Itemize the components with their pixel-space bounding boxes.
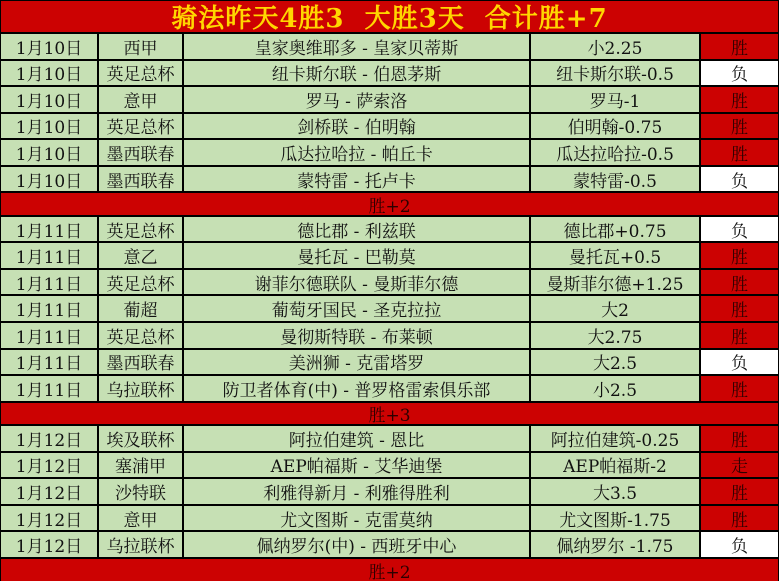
match-cell: 曼彻斯特联 - 布莱顿 bbox=[184, 323, 531, 348]
result-cell: 胜 bbox=[701, 479, 778, 504]
result-cell: 胜 bbox=[701, 426, 778, 451]
match-cell: 防卫者体育(中) - 普罗格雷索俱乐部 bbox=[184, 376, 531, 401]
match-cell: 谢菲尔德联队 - 曼斯菲尔德 bbox=[184, 270, 531, 295]
match-cell: 瓜达拉哈拉 - 帕丘卡 bbox=[184, 140, 531, 165]
date-cell: 1月10日 bbox=[1, 87, 99, 112]
pick-cell: 大3.5 bbox=[531, 479, 701, 504]
league-cell: 葡超 bbox=[99, 296, 184, 321]
table-row bbox=[1, 34, 778, 61]
league-cell: 英足总杯 bbox=[99, 61, 184, 86]
league-cell: 塞浦甲 bbox=[99, 453, 184, 478]
pick-cell: 佩纳罗尔 -1.75 bbox=[531, 532, 701, 557]
date-cell: 1月12日 bbox=[1, 506, 99, 531]
league-cell: 墨西联春 bbox=[99, 350, 184, 375]
league-cell: 埃及联杯 bbox=[99, 426, 184, 451]
date-cell: 1月10日 bbox=[1, 140, 99, 165]
league-cell: 墨西联春 bbox=[99, 140, 184, 165]
league-cell: 西甲 bbox=[99, 34, 184, 59]
result-cell: 胜 bbox=[701, 270, 778, 295]
pick-cell: 尤文图斯-1.75 bbox=[531, 506, 701, 531]
date-cell: 1月10日 bbox=[1, 61, 99, 86]
league-cell: 意甲 bbox=[99, 506, 184, 531]
date-cell: 1月10日 bbox=[1, 167, 99, 192]
result-cell: 负 bbox=[701, 350, 778, 375]
pick-cell: 小2.25 bbox=[531, 34, 701, 59]
table-row bbox=[1, 140, 778, 167]
date-cell: 1月11日 bbox=[1, 296, 99, 321]
pick-cell: 伯明翰-0.75 bbox=[531, 114, 701, 139]
match-cell: 利雅得新月 - 利雅得胜利 bbox=[184, 479, 531, 504]
league-cell: 沙特联 bbox=[99, 479, 184, 504]
day-total-separator: 胜+2 bbox=[1, 559, 778, 581]
pick-cell: 纽卡斯尔联-0.5 bbox=[531, 61, 701, 86]
match-cell: 蒙特雷 - 托卢卡 bbox=[184, 167, 531, 192]
table-row bbox=[1, 350, 778, 377]
result-cell: 胜 bbox=[701, 140, 778, 165]
date-cell: 1月11日 bbox=[1, 270, 99, 295]
pick-cell: 小2.5 bbox=[531, 376, 701, 401]
table-body bbox=[1, 34, 778, 581]
match-cell: 阿拉伯建筑 - 恩比 bbox=[184, 426, 531, 451]
date-cell: 1月11日 bbox=[1, 323, 99, 348]
league-cell: 意甲 bbox=[99, 87, 184, 112]
table-row bbox=[1, 243, 778, 270]
page-title: 骑法昨天4胜3 大胜3天 合计胜+7 bbox=[1, 1, 778, 34]
table-row bbox=[1, 114, 778, 141]
league-cell: 意乙 bbox=[99, 243, 184, 268]
match-cell: 佩纳罗尔(中) - 西班牙中心 bbox=[184, 532, 531, 557]
match-cell: 纽卡斯尔联 - 伯恩茅斯 bbox=[184, 61, 531, 86]
league-cell: 英足总杯 bbox=[99, 217, 184, 242]
table-row bbox=[1, 296, 778, 323]
pick-cell: 大2.5 bbox=[531, 350, 701, 375]
result-cell: 胜 bbox=[701, 323, 778, 348]
pick-cell: 瓜达拉哈拉-0.5 bbox=[531, 140, 701, 165]
table-row bbox=[1, 270, 778, 297]
match-cell: 曼托瓦 - 巴勒莫 bbox=[184, 243, 531, 268]
pick-cell: 曼托瓦+0.5 bbox=[531, 243, 701, 268]
date-cell: 1月12日 bbox=[1, 453, 99, 478]
day-total-separator: 胜+2 bbox=[1, 193, 778, 217]
pick-cell: 罗马-1 bbox=[531, 87, 701, 112]
table-row bbox=[1, 167, 778, 194]
table-row bbox=[1, 479, 778, 506]
match-cell: 剑桥联 - 伯明翰 bbox=[184, 114, 531, 139]
table-row bbox=[1, 61, 778, 88]
match-cell: 尤文图斯 - 克雷莫纳 bbox=[184, 506, 531, 531]
result-cell: 负 bbox=[701, 532, 778, 557]
table-row bbox=[1, 506, 778, 533]
result-cell: 胜 bbox=[701, 296, 778, 321]
date-cell: 1月10日 bbox=[1, 34, 99, 59]
pick-cell: 蒙特雷-0.5 bbox=[531, 167, 701, 192]
result-cell: 负 bbox=[701, 217, 778, 242]
pick-cell: AEP帕福斯-2 bbox=[531, 453, 701, 478]
date-cell: 1月10日 bbox=[1, 114, 99, 139]
match-cell: 美洲狮 - 克雷塔罗 bbox=[184, 350, 531, 375]
table-row bbox=[1, 426, 778, 453]
date-cell: 1月12日 bbox=[1, 532, 99, 557]
pick-cell: 阿拉伯建筑-0.25 bbox=[531, 426, 701, 451]
result-cell: 胜 bbox=[701, 506, 778, 531]
date-cell: 1月11日 bbox=[1, 376, 99, 401]
league-cell: 乌拉联杯 bbox=[99, 376, 184, 401]
result-cell: 胜 bbox=[701, 376, 778, 401]
table-row bbox=[1, 323, 778, 350]
pick-cell: 德比郡+0.75 bbox=[531, 217, 701, 242]
league-cell: 英足总杯 bbox=[99, 114, 184, 139]
league-cell: 乌拉联杯 bbox=[99, 532, 184, 557]
result-cell: 胜 bbox=[701, 87, 778, 112]
date-cell: 1月12日 bbox=[1, 479, 99, 504]
match-cell: 葡萄牙国民 - 圣克拉拉 bbox=[184, 296, 531, 321]
result-cell: 胜 bbox=[701, 243, 778, 268]
pick-cell: 大2 bbox=[531, 296, 701, 321]
league-cell: 墨西联春 bbox=[99, 167, 184, 192]
pick-cell: 曼斯菲尔德+1.25 bbox=[531, 270, 701, 295]
result-cell: 负 bbox=[701, 167, 778, 192]
date-cell: 1月11日 bbox=[1, 217, 99, 242]
match-cell: AEP帕福斯 - 艾华迪堡 bbox=[184, 453, 531, 478]
match-cell: 皇家奥维耶多 - 皇家贝蒂斯 bbox=[184, 34, 531, 59]
result-cell: 负 bbox=[701, 61, 778, 86]
date-cell: 1月11日 bbox=[1, 350, 99, 375]
pick-cell: 大2.75 bbox=[531, 323, 701, 348]
result-cell: 胜 bbox=[701, 114, 778, 139]
table-row bbox=[1, 87, 778, 114]
result-cell: 走 bbox=[701, 453, 778, 478]
table-row bbox=[1, 376, 778, 403]
match-cell: 罗马 - 萨索洛 bbox=[184, 87, 531, 112]
match-cell: 德比郡 - 利兹联 bbox=[184, 217, 531, 242]
result-cell: 胜 bbox=[701, 34, 778, 59]
league-cell: 英足总杯 bbox=[99, 270, 184, 295]
table-row bbox=[1, 532, 778, 559]
table-row bbox=[1, 217, 778, 244]
league-cell: 英足总杯 bbox=[99, 323, 184, 348]
date-cell: 1月11日 bbox=[1, 243, 99, 268]
date-cell: 1月12日 bbox=[1, 426, 99, 451]
day-total-separator: 胜+3 bbox=[1, 403, 778, 427]
table-row bbox=[1, 453, 778, 480]
